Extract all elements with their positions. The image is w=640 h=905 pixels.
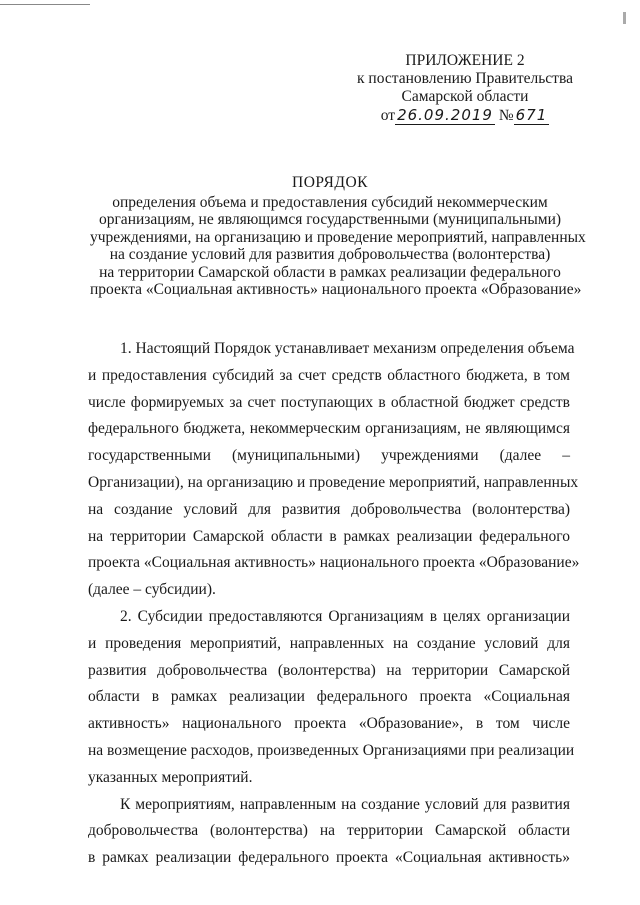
- appendix-header: [330, 52, 600, 125]
- text-line: федерального бюджета, некоммерческим организациям, не являющимся: [88, 420, 570, 438]
- handwritten-date: 26.09.2019: [397, 106, 493, 124]
- handwritten-number: 671: [515, 106, 548, 124]
- title-line: проекта «Социальная активность» национального проекта «Образование»: [90, 281, 582, 298]
- title-heading: ПОРЯДОК: [292, 174, 368, 191]
- title-line: определения объема и предоставления субсидий некоммерческим: [112, 193, 548, 211]
- paragraph-3: [88, 792, 570, 872]
- text-line: добровольчества (волонтерства) на территории Самарской области: [88, 822, 570, 840]
- scan-top-line: [0, 4, 90, 5]
- appendix-decree-line: к постановлению Правительства: [357, 70, 573, 87]
- text-line: проекта «Социальная активность» национального проекта «Образование»: [88, 554, 580, 572]
- text-line: (далее – субсидии).: [88, 581, 216, 599]
- text-line: на территории Самарской области в рамках реализации федерального: [88, 527, 570, 545]
- paragraph-2: [88, 604, 575, 792]
- text-line: на возмещение расходов, произведенных Организациями при реализации: [88, 741, 575, 759]
- paragraph-1: [88, 336, 580, 604]
- text-line: Организации), на организацию и проведение мероприятий, направленных: [88, 473, 579, 491]
- text-line: указанных мероприятий.: [88, 768, 253, 786]
- appendix-title: ПРИЛОЖЕНИЕ 2: [405, 52, 525, 69]
- text-line: числе формируемых за счет поступающих в областной бюджет средств: [88, 393, 570, 411]
- text-line: К мероприятиям, направленным на создание условий для развития: [120, 795, 570, 813]
- appendix-date-line: [330, 106, 600, 125]
- title-line: на территории Самарской области в рамках реализации федерального: [99, 263, 561, 281]
- text-line: активность» национального проекта «Образование», в том числе: [88, 715, 570, 733]
- appendix-region-line: Самарской области: [401, 88, 529, 105]
- scan-corner-mark: [623, 12, 626, 24]
- title-line: учреждениями, на организацию и проведение мероприятий, направленных: [90, 228, 586, 246]
- text-line: области в рамках реализации федерального проекта «Социальная: [88, 688, 570, 706]
- date-prefix: от: [380, 107, 396, 124]
- number-prefix: №: [498, 107, 514, 124]
- document-title: [90, 174, 586, 299]
- text-line: в рамках реализации федерального проекта «Социальная активность»: [88, 849, 570, 867]
- title-line: на создание условий для развития добровольчества (волонтерства): [109, 246, 551, 263]
- title-line: организациям, не являющимся государственными (муниципальными): [98, 211, 562, 228]
- document-body: [88, 336, 580, 872]
- text-line: 2. Субсидии предоставляются Организациям в целях организации: [120, 607, 570, 625]
- text-line: на создание условий для развития добровольчества (волонтерства): [88, 500, 570, 518]
- text-line: развития добровольчества (волонтерства) на территории Самарской: [88, 661, 570, 679]
- text-line: и предоставления субсидий за счет средств областного бюджета, в том: [88, 366, 570, 384]
- text-line: 1. Настоящий Порядок устанавливает механизм определения объема: [120, 340, 575, 357]
- text-line: государственными (муниципальными) учреждениями (далее –: [88, 447, 570, 465]
- text-line: и проведения мероприятий, направленных на создание условий для: [88, 634, 570, 652]
